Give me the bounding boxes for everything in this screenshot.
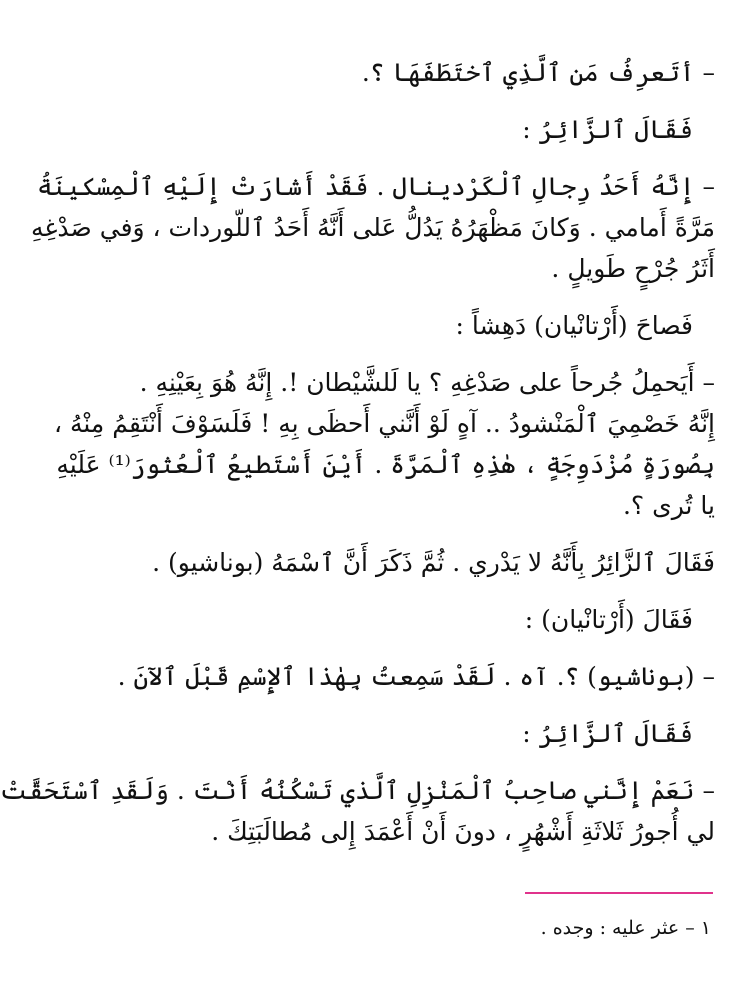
text-line: أَثَرُ جُرْحٍ طَويلٍ .	[551, 254, 715, 283]
text-line: إِنَّهُ خَصْمِيَ ٱلْمَنْشودُ .. آهٍ لَوْ أَنَّني أَحظَى بِهِ ! فَلَسَوْفَ أَنْتَقِمُ مِنْهُ ،	[53, 409, 715, 438]
text-line: لي أُجورُ ثَلاثَةِ أَشْهُرٍ ، دونَ أَنْ أَعْمَدَ إِلى مُطالَبَتِكَ .	[211, 817, 715, 846]
speaker-label	[141, 713, 715, 754]
text-line: – إِنَّهُ أَحَدُ رِجالِ ٱلْكَرْدينال . فَقَدْ أَشارَتْ إِلَيْهِ ٱلْمِسْكينَةُ	[37, 172, 715, 201]
text-line: فَصاحَ (أَرْتانْيان) دَهِشاً :	[455, 311, 693, 340]
paragraph	[141, 52, 715, 93]
text-line: بِصُورَةٍ مُزْدَوِجَةٍ ، هٰذِهِ ٱلْمَرَّةَ . أَيْنَ أَسْتَطيعُ ٱلْعُثورَ⁽¹⁾ عَلَيْهِ	[56, 450, 715, 479]
speaker-label	[141, 599, 715, 640]
text-line: – (بوناشيو) ؟. آه . لَقَدْ سَمِعتُ بِهٰذا ٱلإِسْمِ قَبْلَ ٱلآنَ .	[117, 662, 715, 691]
speaker-label	[141, 305, 715, 346]
body-text	[0, 52, 715, 852]
paragraph	[53, 362, 715, 526]
paragraph	[0, 770, 715, 852]
text-line: – أتَعرِفُ مَن ٱلَّذِي ٱختَطَفَهَا ؟.	[361, 58, 715, 87]
paragraph	[141, 542, 715, 583]
text-line: يا تُرى ؟.	[622, 491, 715, 520]
text-line: مَرَّةً أَمامي . وَكانَ مَظْهَرُهُ يَدُلُّ عَلى أَنَّهُ أَحَدُ ٱللّوردات ، وَفي صَدْغِهِ	[30, 213, 715, 242]
paragraph	[30, 166, 715, 289]
text-line: – أَيَحمِلُ جُرحاً على صَدْغِهِ ؟ يا لَلشَّيْطان !. إِنَّهُ هُوَ بِعَيْنِهِ .	[139, 368, 715, 397]
text-line: – نَعَمْ إِنَّني صاحِبُ ٱلْمَنْزِلِ ٱلَّذي تَسْكُنُهُ أَنْتَ . وَلَقَدِ ٱسْتَحَقَّتْ	[0, 776, 715, 805]
footnote: ١ – عثر عليه : وجده .	[540, 917, 711, 939]
text-line: فَقَالَ ٱلزَّائِرُ :	[522, 719, 693, 748]
text-line: فَقَالَ ٱلزَّائِرُ :	[522, 115, 693, 144]
paragraph	[117, 656, 715, 697]
text-line: فَقَالَ (أَرْتانْيان) :	[524, 605, 693, 634]
text-line: فَقَالَ ٱلزَّائِرُ بِأَنَّهُ لا يَدْري . ثُمَّ ذَكَرَ أَنَّ ٱسْمَهُ (بوناشيو) .	[152, 548, 715, 577]
speaker-label	[141, 109, 715, 150]
footnote-separator	[525, 892, 713, 894]
